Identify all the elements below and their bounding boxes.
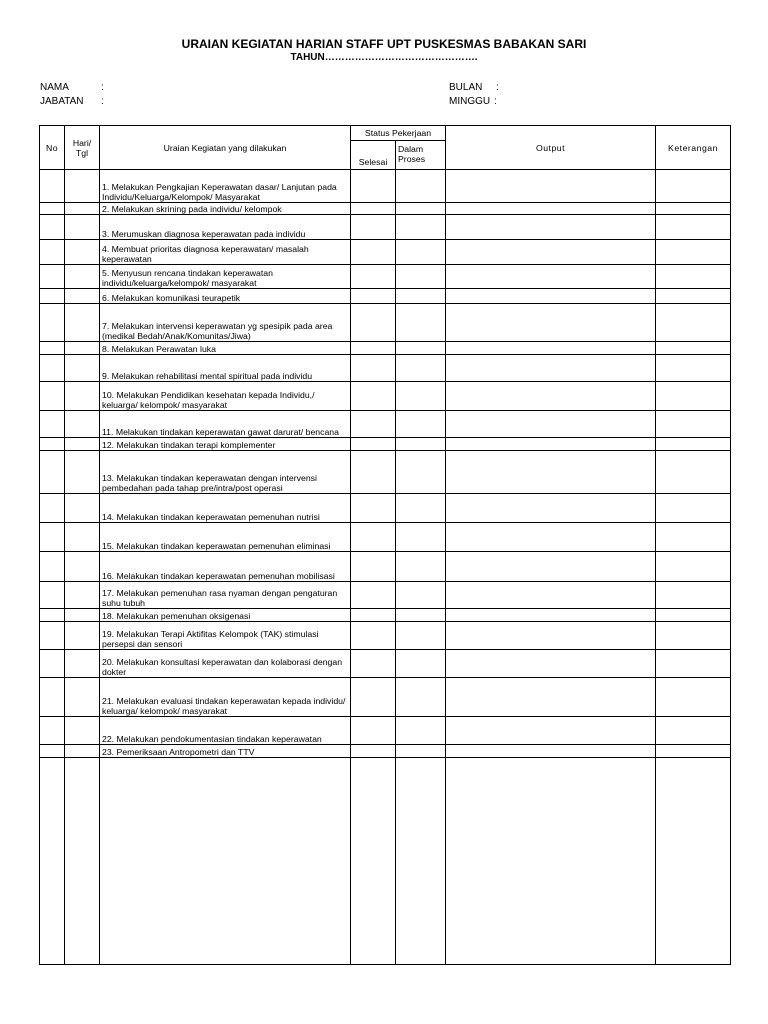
nama-colon: : bbox=[101, 82, 104, 93]
no-cell bbox=[40, 438, 65, 451]
no-cell bbox=[40, 552, 65, 582]
hari-tgl-cell bbox=[65, 203, 100, 215]
output-cell bbox=[446, 438, 656, 451]
dalam-proses-cell bbox=[396, 215, 446, 240]
no-cell bbox=[40, 758, 65, 965]
bulan-label: BULAN bbox=[449, 82, 483, 93]
output-cell bbox=[446, 678, 656, 717]
keterangan-cell bbox=[656, 304, 731, 342]
output-cell bbox=[446, 745, 656, 758]
hari-tgl-cell bbox=[65, 650, 100, 678]
selesai-cell bbox=[351, 215, 396, 240]
uraian-cell: 1. Melakukan Pengkajian Keperawatan dasar/ Lanjutan pada Individu/Keluarga/Kelompok/ Masyarakat bbox=[100, 170, 351, 203]
hari-tgl-cell bbox=[65, 552, 100, 582]
table-row bbox=[40, 494, 731, 523]
keterangan-cell bbox=[656, 745, 731, 758]
dalam-proses-cell bbox=[396, 758, 446, 965]
uraian-cell: 15. Melakukan tindakan keperawatan pemenuhan eliminasi bbox=[100, 523, 351, 552]
keterangan-cell bbox=[656, 203, 731, 215]
keterangan-cell bbox=[656, 552, 731, 582]
header-selesai: Selesai bbox=[351, 141, 396, 170]
selesai-cell bbox=[351, 355, 396, 382]
hari-tgl-cell bbox=[65, 494, 100, 523]
selesai-cell bbox=[351, 650, 396, 678]
selesai-cell bbox=[351, 438, 396, 451]
dalam-proses-cell bbox=[396, 622, 446, 650]
no-cell bbox=[40, 451, 65, 494]
selesai-cell bbox=[351, 678, 396, 717]
table-row bbox=[40, 523, 731, 552]
table-row bbox=[40, 650, 731, 678]
table-row bbox=[40, 438, 731, 451]
no-cell bbox=[40, 650, 65, 678]
selesai-cell bbox=[351, 240, 396, 265]
keterangan-cell bbox=[656, 622, 731, 650]
table-row bbox=[40, 678, 731, 717]
keterangan-cell bbox=[656, 170, 731, 203]
dalam-proses-cell bbox=[396, 411, 446, 438]
no-cell bbox=[40, 215, 65, 240]
jabatan-label: JABATAN bbox=[40, 96, 84, 107]
dalam-proses-cell bbox=[396, 355, 446, 382]
dalam-proses-cell bbox=[396, 265, 446, 289]
dalam-proses-cell bbox=[396, 203, 446, 215]
hari-tgl-cell bbox=[65, 622, 100, 650]
table-row bbox=[40, 170, 731, 203]
table-row bbox=[40, 745, 731, 758]
output-cell bbox=[446, 240, 656, 265]
keterangan-cell bbox=[656, 438, 731, 451]
hari-tgl-cell bbox=[65, 215, 100, 240]
no-cell bbox=[40, 170, 65, 203]
output-cell bbox=[446, 582, 656, 609]
hari-tgl-cell bbox=[65, 304, 100, 342]
keterangan-cell bbox=[656, 609, 731, 622]
dalam-proses-cell bbox=[396, 382, 446, 411]
document-title: URAIAN KEGIATAN HARIAN STAFF UPT PUSKESMAS BABAKAN SARI bbox=[181, 37, 587, 51]
uraian-cell: 6. Melakukan komunikasi teurapetik bbox=[100, 289, 351, 304]
output-cell bbox=[446, 758, 656, 965]
table-row bbox=[40, 552, 731, 582]
output-cell bbox=[446, 304, 656, 342]
uraian-cell: 20. Melakukan konsultasi keperawatan dan kolaborasi dengan dokter bbox=[100, 650, 351, 678]
dalam-proses-cell bbox=[396, 650, 446, 678]
no-cell bbox=[40, 382, 65, 411]
dalam-proses-cell bbox=[396, 523, 446, 552]
selesai-cell bbox=[351, 758, 396, 965]
hari-tgl-cell bbox=[65, 382, 100, 411]
selesai-cell bbox=[351, 382, 396, 411]
dalam-proses-cell bbox=[396, 745, 446, 758]
table-row bbox=[40, 265, 731, 289]
selesai-cell bbox=[351, 170, 396, 203]
output-cell bbox=[446, 355, 656, 382]
keterangan-cell bbox=[656, 265, 731, 289]
dalam-proses-cell bbox=[396, 170, 446, 203]
dalam-proses-cell bbox=[396, 582, 446, 609]
keterangan-cell bbox=[656, 240, 731, 265]
uraian-cell: 5. Menyusun rencana tindakan keperawatan individu/keluarga/kelompok/ masyarakat bbox=[100, 265, 351, 289]
no-cell bbox=[40, 745, 65, 758]
hari-tgl-cell bbox=[65, 289, 100, 304]
output-cell bbox=[446, 552, 656, 582]
selesai-cell bbox=[351, 265, 396, 289]
header-no: No bbox=[40, 126, 65, 170]
output-cell bbox=[446, 650, 656, 678]
keterangan-cell bbox=[656, 758, 731, 965]
uraian-cell: 4. Membuat prioritas diagnosa keperawatan/ masalah keperawatan bbox=[100, 240, 351, 265]
dalam-proses-cell bbox=[396, 289, 446, 304]
table-row bbox=[40, 609, 731, 622]
no-cell bbox=[40, 289, 65, 304]
table-row bbox=[40, 622, 731, 650]
hari-tgl-cell bbox=[65, 451, 100, 494]
header-uraian: Uraian Kegiatan yang dilakukan bbox=[100, 126, 351, 170]
hari-tgl-cell bbox=[65, 717, 100, 745]
table-row bbox=[40, 215, 731, 240]
no-cell bbox=[40, 523, 65, 552]
uraian-cell: 9. Melakukan rehabilitasi mental spiritual pada individu bbox=[100, 355, 351, 382]
no-cell bbox=[40, 240, 65, 265]
nama-label: NAMA bbox=[40, 82, 69, 93]
dalam-proses-cell bbox=[396, 342, 446, 355]
keterangan-cell bbox=[656, 451, 731, 494]
table-row bbox=[40, 717, 731, 745]
dalam-proses-cell bbox=[396, 494, 446, 523]
minggu-label: MINGGU bbox=[449, 96, 491, 107]
output-cell bbox=[446, 717, 656, 745]
uraian-cell: 21. Melakukan evaluasi tindakan keperawatan kepada individu/ keluarga/ kelompok/ masyarakat bbox=[100, 678, 351, 717]
table-row bbox=[40, 203, 731, 215]
no-cell bbox=[40, 622, 65, 650]
selesai-cell bbox=[351, 609, 396, 622]
minggu-colon: : bbox=[494, 96, 497, 107]
selesai-cell bbox=[351, 582, 396, 609]
dalam-proses-cell bbox=[396, 304, 446, 342]
uraian-cell: 12. Melakukan tindakan terapi komplementer bbox=[100, 438, 351, 451]
jabatan-colon: : bbox=[101, 96, 104, 107]
selesai-cell bbox=[351, 203, 396, 215]
table-row bbox=[40, 411, 731, 438]
output-cell bbox=[446, 411, 656, 438]
uraian-cell: 17. Melakukan pemenuhan rasa nyaman dengan pengaturan suhu tubuh bbox=[100, 582, 351, 609]
selesai-cell bbox=[351, 745, 396, 758]
keterangan-cell bbox=[656, 382, 731, 411]
header-output: Output bbox=[446, 126, 656, 170]
bulan-colon: : bbox=[496, 82, 499, 93]
header-status-pekerjaan: Status Pekerjaan bbox=[351, 126, 446, 141]
output-cell bbox=[446, 382, 656, 411]
dalam-proses-cell bbox=[396, 552, 446, 582]
selesai-cell bbox=[351, 342, 396, 355]
output-cell bbox=[446, 622, 656, 650]
output-cell bbox=[446, 342, 656, 355]
selesai-cell bbox=[351, 411, 396, 438]
hari-tgl-cell bbox=[65, 438, 100, 451]
activity-table bbox=[39, 125, 731, 965]
output-cell bbox=[446, 451, 656, 494]
keterangan-cell bbox=[656, 650, 731, 678]
selesai-cell bbox=[351, 717, 396, 745]
header-dalam-proses: Dalam Proses bbox=[396, 141, 446, 170]
hari-tgl-cell bbox=[65, 758, 100, 965]
hari-tgl-cell bbox=[65, 240, 100, 265]
hari-tgl-cell bbox=[65, 170, 100, 203]
no-cell bbox=[40, 678, 65, 717]
table-row bbox=[40, 304, 731, 342]
hari-tgl-cell bbox=[65, 265, 100, 289]
keterangan-cell bbox=[656, 342, 731, 355]
no-cell bbox=[40, 355, 65, 382]
table-row bbox=[40, 342, 731, 355]
header-hari-tgl: Hari/ Tgl bbox=[65, 126, 100, 170]
keterangan-cell bbox=[656, 582, 731, 609]
selesai-cell bbox=[351, 552, 396, 582]
table-row bbox=[40, 382, 731, 411]
keterangan-cell bbox=[656, 355, 731, 382]
dalam-proses-cell bbox=[396, 438, 446, 451]
output-cell bbox=[446, 170, 656, 203]
keterangan-cell bbox=[656, 411, 731, 438]
header-keterangan: Keterangan bbox=[656, 126, 731, 170]
hari-tgl-cell bbox=[65, 582, 100, 609]
output-cell bbox=[446, 523, 656, 552]
selesai-cell bbox=[351, 494, 396, 523]
no-cell bbox=[40, 582, 65, 609]
no-cell bbox=[40, 203, 65, 215]
dalam-proses-cell bbox=[396, 609, 446, 622]
output-cell bbox=[446, 215, 656, 240]
dalam-proses-cell bbox=[396, 678, 446, 717]
hari-tgl-cell bbox=[65, 678, 100, 717]
selesai-cell bbox=[351, 304, 396, 342]
year-line: TAHUN………………………………………. bbox=[290, 52, 478, 63]
output-cell bbox=[446, 265, 656, 289]
uraian-cell bbox=[100, 758, 351, 965]
dalam-proses-cell bbox=[396, 240, 446, 265]
selesai-cell bbox=[351, 523, 396, 552]
no-cell bbox=[40, 342, 65, 355]
uraian-cell: 22. Melakukan pendokumentasian tindakan keperawatan bbox=[100, 717, 351, 745]
keterangan-cell bbox=[656, 523, 731, 552]
uraian-cell: 10. Melakukan Pendidikan kesehatan kepada Individu,/ keluarga/ kelompok/ masyarakat bbox=[100, 382, 351, 411]
keterangan-cell bbox=[656, 289, 731, 304]
keterangan-cell bbox=[656, 678, 731, 717]
uraian-cell: 14. Melakukan tindakan keperawatan pemenuhan nutrisi bbox=[100, 494, 351, 523]
table-row bbox=[40, 289, 731, 304]
selesai-cell bbox=[351, 451, 396, 494]
hari-tgl-cell bbox=[65, 342, 100, 355]
table-row bbox=[40, 240, 731, 265]
dalam-proses-cell bbox=[396, 717, 446, 745]
uraian-cell: 3. Merumuskan diagnosa keperawatan pada individu bbox=[100, 215, 351, 240]
keterangan-cell bbox=[656, 494, 731, 523]
dalam-proses-cell bbox=[396, 451, 446, 494]
output-cell bbox=[446, 494, 656, 523]
table-row bbox=[40, 355, 731, 382]
uraian-cell: 23. Pemeriksaan Antropometri dan TTV bbox=[100, 745, 351, 758]
hari-tgl-cell bbox=[65, 523, 100, 552]
no-cell bbox=[40, 717, 65, 745]
uraian-cell: 13. Melakukan tindakan keperawatan dengan intervensi pembedahan pada tahap pre/intra/post operasi bbox=[100, 451, 351, 494]
uraian-cell: 16. Melakukan tindakan keperawatan pemenuhan mobilisasi bbox=[100, 552, 351, 582]
no-cell bbox=[40, 609, 65, 622]
uraian-cell: 11. Melakukan tindakan keperawatan gawat darurat/ bencana bbox=[100, 411, 351, 438]
uraian-cell: 7. Melakukan intervensi keperawatan yg spesipik pada area (medikal Bedah/Anak/Komunitas/Jiwa) bbox=[100, 304, 351, 342]
output-cell bbox=[446, 609, 656, 622]
keterangan-cell bbox=[656, 717, 731, 745]
uraian-cell: 8. Melakukan Perawatan luka bbox=[100, 342, 351, 355]
no-cell bbox=[40, 265, 65, 289]
selesai-cell bbox=[351, 622, 396, 650]
uraian-cell: 19. Melakukan Terapi Aktifitas Kelompok (TAK) stimulasi persepsi dan sensori bbox=[100, 622, 351, 650]
no-cell bbox=[40, 411, 65, 438]
table-row bbox=[40, 451, 731, 494]
output-cell bbox=[446, 289, 656, 304]
selesai-cell bbox=[351, 289, 396, 304]
output-cell bbox=[446, 203, 656, 215]
table-row bbox=[40, 582, 731, 609]
uraian-cell: 18. Melakukan pemenuhan oksigenasi bbox=[100, 609, 351, 622]
hari-tgl-cell bbox=[65, 609, 100, 622]
hari-tgl-cell bbox=[65, 411, 100, 438]
no-cell bbox=[40, 494, 65, 523]
hari-tgl-cell bbox=[65, 355, 100, 382]
no-cell bbox=[40, 304, 65, 342]
keterangan-cell bbox=[656, 215, 731, 240]
blank-table-row bbox=[40, 758, 731, 965]
uraian-cell: 2. Melakukan skrining pada individu/ kelompok bbox=[100, 203, 351, 215]
hari-tgl-cell bbox=[65, 745, 100, 758]
